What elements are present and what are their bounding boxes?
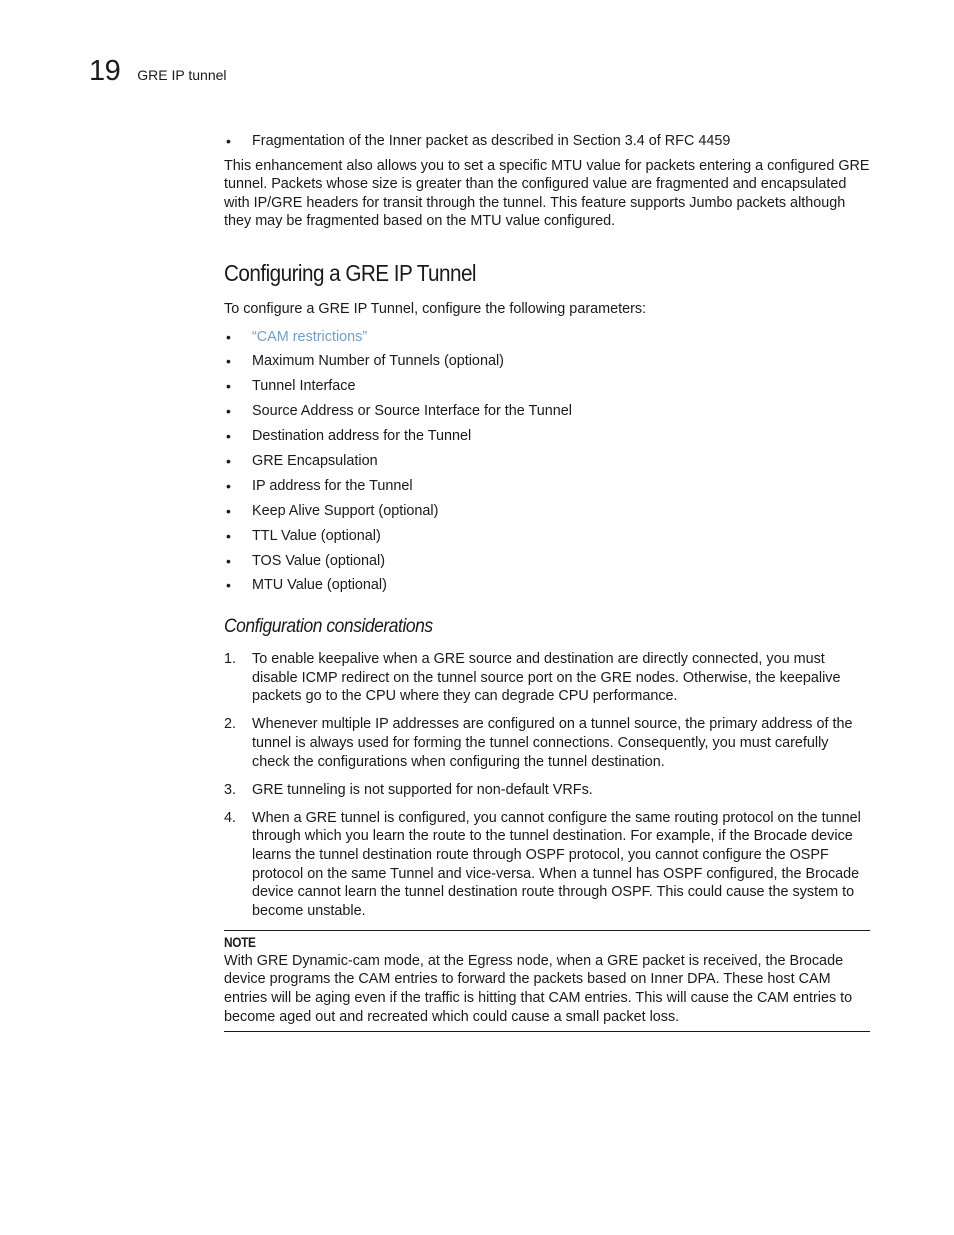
note-label: NOTE xyxy=(224,934,256,950)
considerations-list xyxy=(224,650,870,920)
intro-bullet-list xyxy=(224,132,870,151)
numbered-item xyxy=(224,809,870,921)
list-item: • GRE Encapsulation xyxy=(224,452,870,471)
section-lead: To configure a GRE IP Tunnel, configure the following parameters: xyxy=(224,300,647,317)
item-number: 3. xyxy=(224,781,237,798)
numbered-item xyxy=(224,715,870,771)
intro-paragraph: This enhancement also allows you to set a specific MTU value for packets entering a configured GRE tunnel. Packets whose size is greater than the configured value are fragmented and encapsulated with IP/GRE headers for transit through the tunnel. This feature supports Jumbo packets although they may be fragmented based on the MTU value configured. xyxy=(224,157,870,230)
list-item: • Source Address or Source Interface for the Tunnel xyxy=(224,402,870,421)
list-item: • Maximum Number of Tunnels (optional) xyxy=(224,352,870,371)
page-content xyxy=(224,132,870,1032)
page-header xyxy=(89,55,227,87)
list-item: • MTU Value (optional) xyxy=(224,576,870,595)
item-number: 2. xyxy=(224,716,237,733)
list-item: • Tunnel Interface xyxy=(224,377,870,396)
section-title: Configuring a GRE IP Tunnel xyxy=(224,259,476,286)
item-number: 4. xyxy=(224,809,237,826)
numbered-item xyxy=(224,781,870,800)
list-item: • IP address for the Tunnel xyxy=(224,477,870,496)
chapter-number: 19 xyxy=(89,55,121,87)
list-item: • Destination address for the Tunnel xyxy=(224,427,870,446)
list-item: • Fragmentation of the Inner packet as described in Section 3.4 of RFC 4459 xyxy=(224,132,870,151)
chapter-title: GRE IP tunnel xyxy=(137,67,227,83)
item-text: To enable keepalive when a GRE source and destination are directly connected, you must disable ICMP redirect on the tunnel source port on the GRE nodes. Otherwise, the keepalive packets go to the CPU where they can degrade CPU performance. xyxy=(252,651,841,705)
parameter-list xyxy=(224,328,870,596)
list-item: • TTL Value (optional) xyxy=(224,527,870,546)
item-text: GRE tunneling is not supported for non-default VRFs. xyxy=(252,781,593,798)
numbered-item xyxy=(224,650,870,706)
list-item-link xyxy=(224,328,870,347)
item-text: When a GRE tunnel is configured, you cannot configure the same routing protocol on the tunnel through which you learn the route to the tunnel destination. For example, if the Brocade device learns the tunnel destination route through OSPF protocol, you cannot configure the OSPF protocol on the same Tunnel and vice-versa. When a tunnel has OSPF configured, the Brocade device cannot learn the tunnel destination route through OSPF. This could cause the system to become unstable. xyxy=(252,809,861,919)
item-number: 1. xyxy=(224,651,237,668)
cam-restrictions-link[interactable]: “CAM restrictions” xyxy=(252,328,368,345)
note-box xyxy=(224,930,870,1032)
note-text: With GRE Dynamic-cam mode, at the Egress node, when a GRE packet is received, the Brocade device programs the CAM entries to forward the packets based on Inner DPA. These host CAM entries will be aging even if the traffic is hitting that CAM entries. This will cause the CAM entries to become aged out and recreated which could cause a small packet loss. xyxy=(224,952,853,1025)
list-item: • TOS Value (optional) xyxy=(224,552,870,571)
list-item: • Keep Alive Support (optional) xyxy=(224,502,870,521)
item-text: Whenever multiple IP addresses are configured on a tunnel source, the primary address of the tunnel is always used for forming the tunnel connections. Consequently, you must carefully check the configurations when configuring the tunnel destination. xyxy=(252,716,853,770)
subsection-title: Configuration considerations xyxy=(224,616,433,638)
